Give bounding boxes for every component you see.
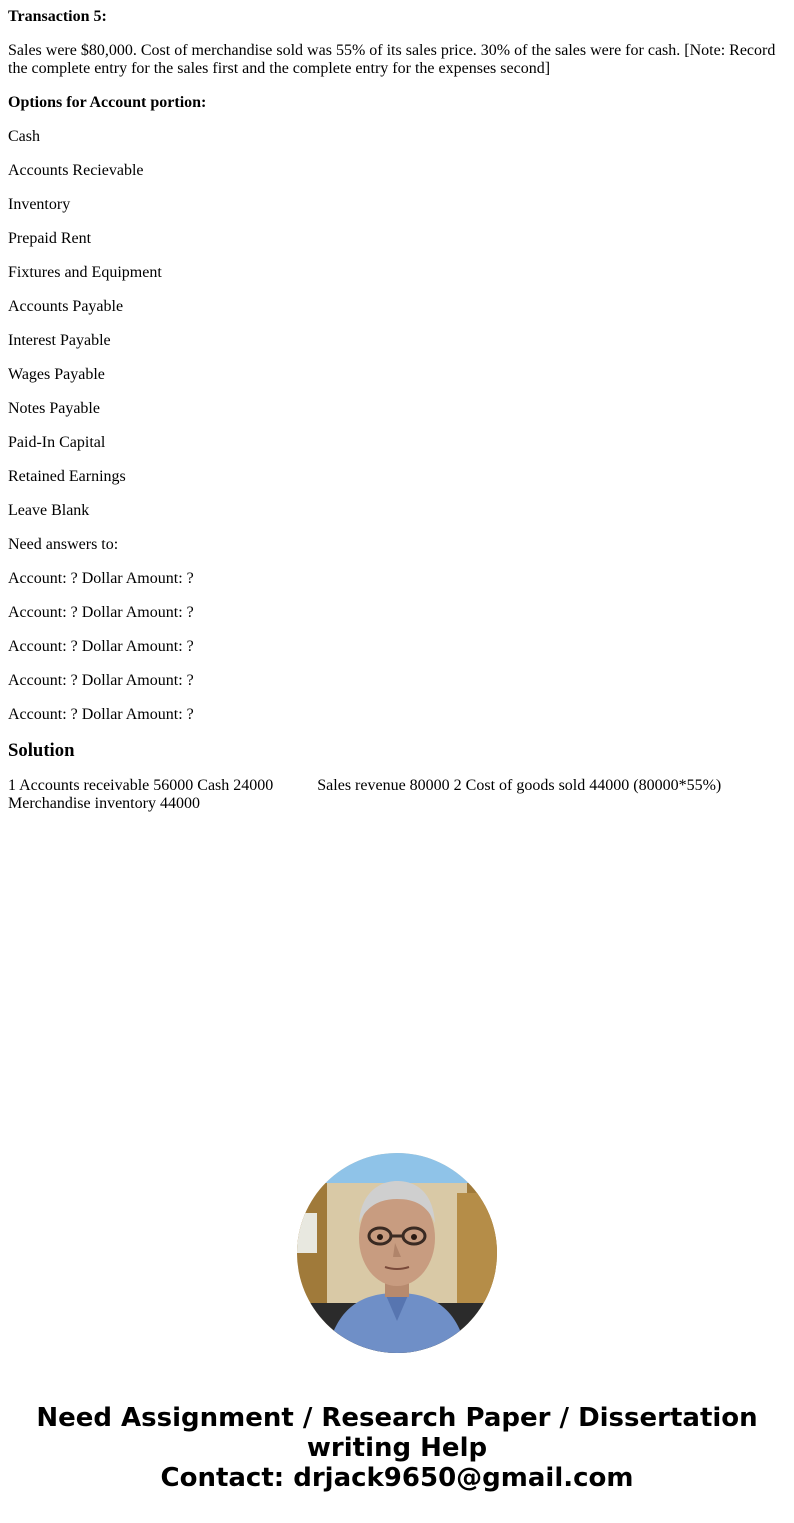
promo-banner	[0, 1403, 794, 1493]
option-item: Interest Payable	[8, 332, 111, 349]
option-item: Wages Payable	[8, 366, 105, 383]
answer-line: Account: ? Dollar Amount: ?	[8, 570, 194, 587]
promo-line: writing Help	[306, 1433, 488, 1463]
transaction-prompt: Sales were $80,000. Cost of merchandise sold was 55% of its sales price. 30% of the sales were for cash. [Note: Record the complete entry for the sales first and the complete entry for the expenses second]	[8, 42, 776, 77]
option-item: Paid-In Capital	[8, 434, 106, 451]
document-body	[8, 0, 786, 813]
author-avatar	[297, 1153, 497, 1353]
option-item: Inventory	[8, 196, 71, 213]
option-item: Leave Blank	[8, 502, 90, 519]
answer-line: Account: ? Dollar Amount: ?	[8, 604, 194, 621]
option-item: Accounts Payable	[8, 298, 124, 315]
options-heading: Options for Account portion:	[8, 94, 207, 111]
solution-heading: Solution	[8, 740, 75, 761]
answer-line: Account: ? Dollar Amount: ?	[8, 706, 194, 723]
option-item: Notes Payable	[8, 400, 100, 417]
option-item: Fixtures and Equipment	[8, 264, 162, 281]
promo-contact: Contact: drjack9650@gmail.com	[160, 1463, 634, 1493]
solution-text: 1 Accounts receivable 56000 Cash 24000 Sales revenue 80000 2 Cost of goods sold 44000 (80000*55%) Merchandise inventory 44000	[8, 777, 730, 812]
answer-line: Account: ? Dollar Amount: ?	[8, 672, 194, 689]
promo-line: Need Assignment / Research Paper / Dissertation	[36, 1403, 758, 1433]
need-answers-label: Need answers to:	[8, 536, 119, 553]
author-portrait	[297, 1153, 497, 1353]
transaction-heading: Transaction 5:	[8, 8, 107, 25]
option-item: Prepaid Rent	[8, 230, 92, 247]
option-item: Accounts Recievable	[8, 162, 144, 179]
answer-line: Account: ? Dollar Amount: ?	[8, 638, 194, 655]
option-item: Cash	[8, 128, 40, 145]
option-item: Retained Earnings	[8, 468, 126, 485]
